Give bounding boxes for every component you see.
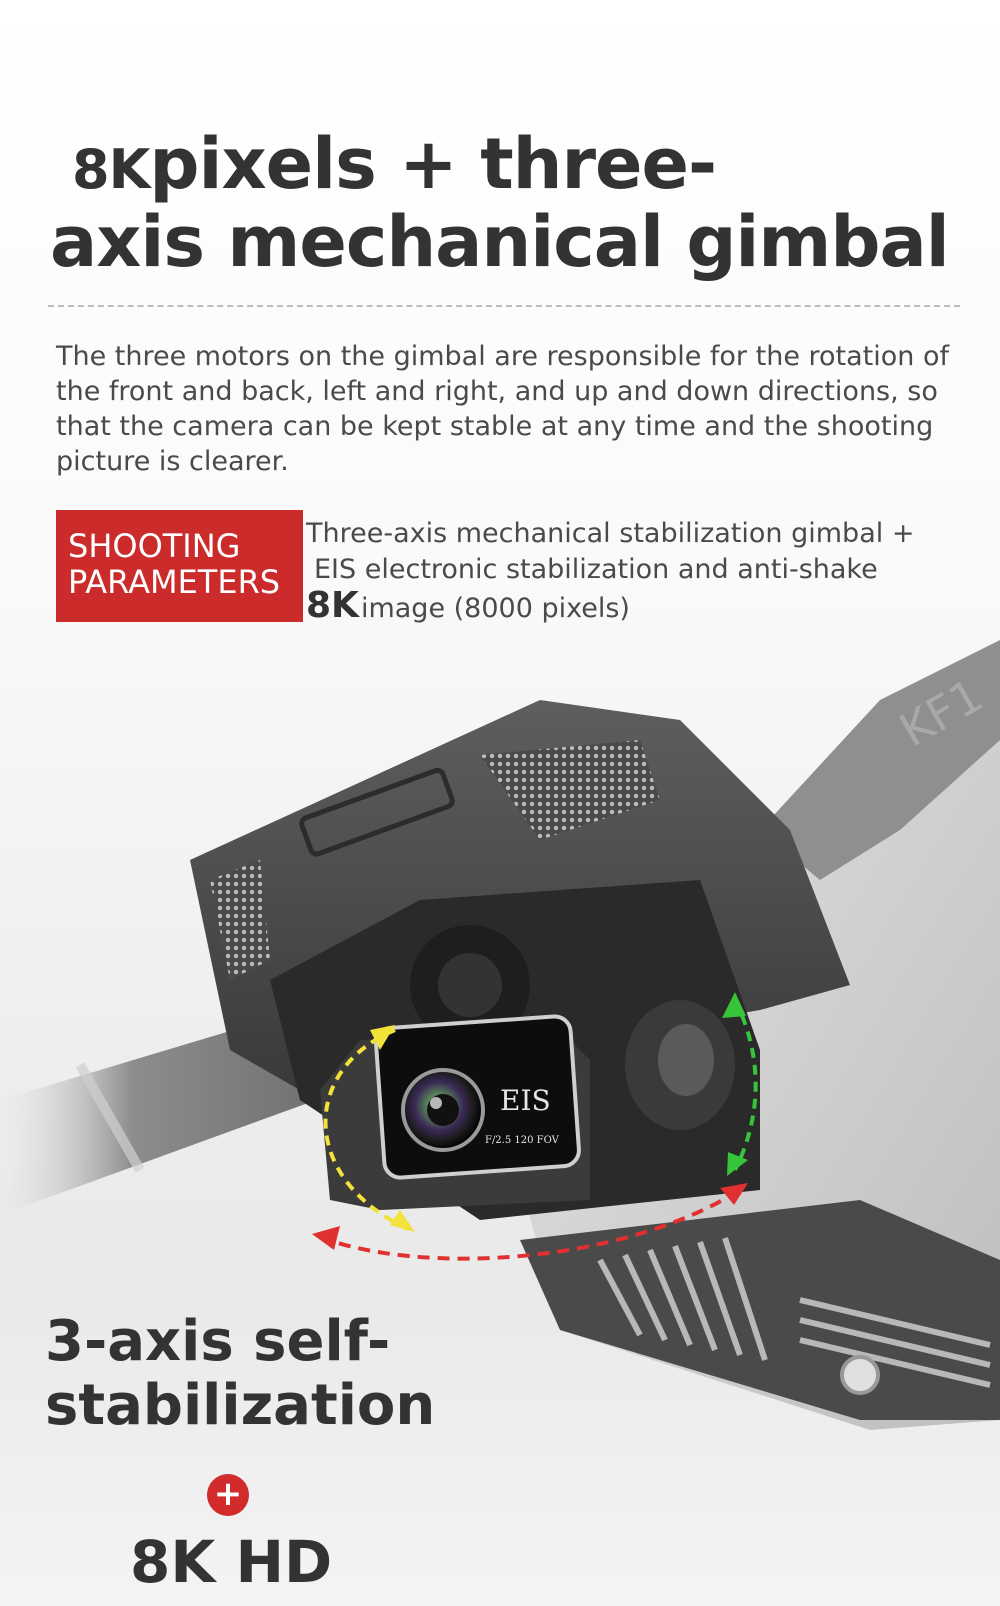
badge-line-2: PARAMETERS xyxy=(68,563,281,601)
hd-label: 8K HD xyxy=(130,1528,333,1596)
shooting-parameters-text xyxy=(306,516,986,627)
param-line-2: EIS electronic stabilization and anti-shake xyxy=(314,554,878,585)
feature-title xyxy=(45,1310,545,1438)
lens-spec: F/2.5 120 FOV xyxy=(485,1135,559,1146)
page-title xyxy=(50,123,950,283)
drone-gimbal-illustration xyxy=(0,620,1000,1606)
shooting-parameters-badge xyxy=(56,510,303,622)
dashed-divider xyxy=(48,305,960,307)
feature-line-2: stabilization xyxy=(45,1373,436,1438)
title-8k: 8K xyxy=(72,138,150,201)
param-8k: 8K xyxy=(306,585,359,626)
title-line-2: axis mechanical gimbal xyxy=(50,201,949,283)
badge-line-1: SHOOTING xyxy=(68,527,241,565)
description-text: The three motors on the gimbal are responsible for the rotation of the front and back, left and right, and up and down directions, so that the camera can be kept stable at any time and the shooting picture is clearer. xyxy=(56,341,949,477)
param-line-3-rest: image (8000 pixels) xyxy=(360,593,630,624)
arm-mark: KF1 xyxy=(890,667,992,758)
title-line-1 xyxy=(50,123,950,206)
feature-line-1: 3-axis self- xyxy=(45,1309,391,1374)
title-line-1-rest: pixels + three- xyxy=(149,123,717,205)
eis-label: EIS xyxy=(500,1084,551,1117)
param-line-1: Three-axis mechanical stabilization gimbal + xyxy=(306,518,915,549)
plus-circle-icon: + xyxy=(207,1474,249,1516)
